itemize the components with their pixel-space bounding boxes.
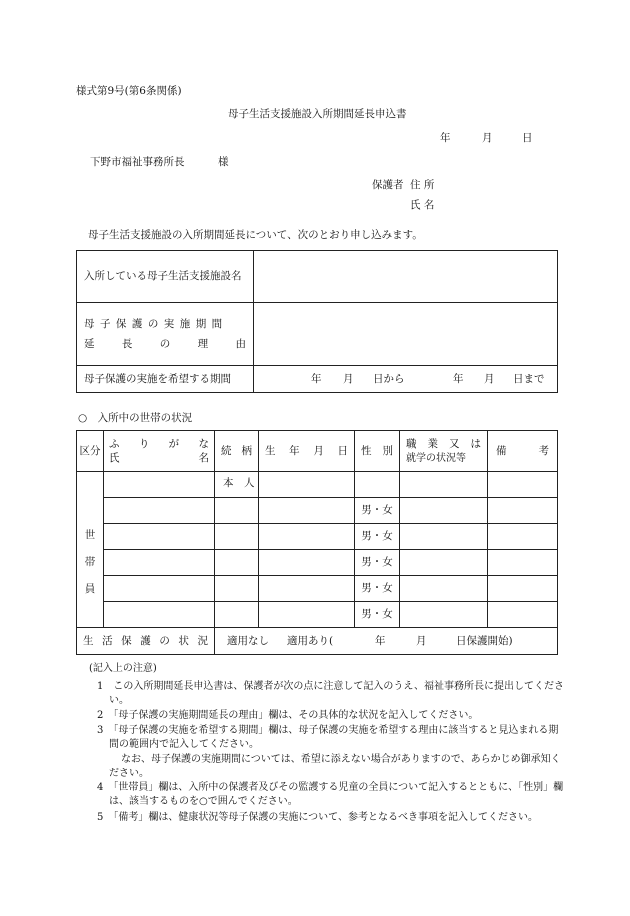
occupation-cell[interactable] <box>400 602 488 628</box>
label-char: 名 <box>198 452 209 464</box>
label-char: 延 <box>84 337 95 350</box>
date-day-label: 日 <box>522 132 533 144</box>
name-label: 氏 名 <box>410 199 435 211</box>
label-char: の <box>159 337 171 350</box>
table-row <box>77 602 558 628</box>
household-section-heading: ○ 入所中の世帯の状況 <box>78 412 193 424</box>
label-char: 業 <box>427 437 438 450</box>
date-year-label: 年 <box>440 132 451 144</box>
occupation-cell[interactable] <box>400 498 488 524</box>
occupation-cell[interactable] <box>400 550 488 576</box>
dob-cell[interactable] <box>259 602 355 628</box>
label-char: 考 <box>538 444 549 457</box>
extension-reason-label <box>77 303 254 366</box>
desired-period-label: 母子保護の実施を希望する期間 <box>77 366 254 393</box>
facility-name-label: 入所している母子生活支援施設名 <box>77 251 254 303</box>
label-char: 生 <box>265 444 276 457</box>
note-item: 4 「世帯員」欄は、入所中の保護者及びその監護する児童の全員について記入するとともに、「性別」欄は、該当するものを○で囲んでください。 <box>97 782 564 807</box>
relation-cell[interactable] <box>215 550 259 576</box>
header-name <box>104 431 215 472</box>
extension-reason-label-a: 母子保護の実施期間 <box>84 318 228 331</box>
label-char: 世 <box>84 528 96 541</box>
intro-text: 母子生活支援施設の入所期間延長について、次のとおり申し込みます。 <box>88 229 423 241</box>
note-item: 3 「母子保護の実施を希望する期間」欄は、母子保護の実施を希望する理由に該当すると見込まれる期間の範囲内で記入してください。 <box>97 725 559 750</box>
remarks-cell[interactable] <box>488 524 558 550</box>
label-char: 由 <box>235 337 246 350</box>
period-to-month: 月 <box>484 373 495 385</box>
household-table <box>76 430 558 655</box>
label-char: 状 <box>178 634 189 647</box>
label-char: 年 <box>289 444 300 457</box>
label-char: ふ <box>109 437 120 450</box>
table-row <box>77 524 558 550</box>
label-char: 性 <box>361 444 372 457</box>
occupation-cell[interactable] <box>400 576 488 602</box>
name-cell[interactable] <box>104 550 215 576</box>
note-item: なお、母子保護の実施期間については、希望に添えない場合がありますので、あらかじめ御承知ください。 <box>109 754 561 779</box>
table-row <box>77 472 558 498</box>
label-char: な <box>198 437 209 450</box>
remarks-cell[interactable] <box>488 550 558 576</box>
period-from-day: 日から <box>373 373 405 385</box>
addressee: 下野市福祉事務所長 <box>90 156 185 168</box>
welfare-status-field[interactable] <box>215 628 558 655</box>
self-relation: 本 人 <box>215 472 259 498</box>
name-cell[interactable] <box>104 498 215 524</box>
period-to-day: 日まで <box>513 373 545 385</box>
header-shimei <box>109 452 209 464</box>
remarks-cell[interactable] <box>488 472 558 498</box>
form-number: 様式第9号(第6条関係) <box>76 85 182 97</box>
occupation-cell[interactable] <box>400 472 488 498</box>
sex-cell[interactable] <box>355 472 400 498</box>
welfare-label <box>77 628 215 655</box>
period-from-year: 年 <box>311 373 322 385</box>
extension-reason-label-b <box>84 338 246 350</box>
relation-cell[interactable] <box>215 498 259 524</box>
label-char: 員 <box>84 583 96 596</box>
label-char: 職 <box>406 437 417 450</box>
header-furigana <box>109 438 209 450</box>
label-char: 生 <box>83 634 94 647</box>
remarks-cell[interactable] <box>488 498 558 524</box>
label-char: 柄 <box>241 444 252 457</box>
label-char: り <box>138 437 150 450</box>
note-item: 2 「母子保護の実施期間延長の理由」欄は、その具体的な状況を記入してください。 <box>97 710 479 721</box>
welfare-applied-option[interactable]: 適用あり( <box>287 635 334 647</box>
label-char: 帯 <box>84 555 96 568</box>
name-cell[interactable] <box>104 524 215 550</box>
date-month-label: 月 <box>482 132 493 144</box>
label-char: が <box>168 437 180 450</box>
dob-cell[interactable] <box>259 498 355 524</box>
address-label: 住 所 <box>410 179 435 191</box>
table-row <box>77 498 558 524</box>
label-char: 理 <box>197 337 209 350</box>
label-char: 長 <box>121 337 133 350</box>
header-kubun: 区分 <box>77 431 104 472</box>
label-char: 況 <box>197 634 208 647</box>
page-title: 母子生活支援施設入所期間延長申込書 <box>228 108 407 120</box>
relation-cell[interactable] <box>215 576 259 602</box>
sex-option[interactable]: 男・女 <box>355 498 400 524</box>
guardian-label: 保護者 <box>372 179 404 191</box>
sex-option[interactable]: 男・女 <box>355 550 400 576</box>
application-table <box>76 250 558 393</box>
name-cell[interactable] <box>104 472 215 498</box>
header-remarks <box>488 431 558 472</box>
dob-cell[interactable] <box>259 576 355 602</box>
welfare-start-label: 日保護開始) <box>456 635 513 647</box>
label-char: は <box>470 437 481 450</box>
honorific: 様 <box>218 156 229 168</box>
remarks-cell[interactable] <box>488 602 558 628</box>
remarks-cell[interactable] <box>488 576 558 602</box>
note-item: 1 この入所期間延長申込書は、保護者が次の点に注意して記入のうえ、福祉事務所長に提出してください。 <box>97 681 564 706</box>
header-occupation-b: 就学の状況等 <box>406 452 466 464</box>
welfare-row <box>77 628 558 655</box>
label-char: の <box>159 634 170 647</box>
name-cell[interactable] <box>104 602 215 628</box>
notes-heading: (記入上の注意) <box>89 663 157 674</box>
header-relation <box>215 431 259 472</box>
dob-cell[interactable] <box>259 550 355 576</box>
label-char: 氏 <box>109 452 120 464</box>
dob-cell[interactable] <box>259 472 355 498</box>
name-cell[interactable] <box>104 576 215 602</box>
extension-reason-field[interactable] <box>254 303 558 366</box>
household-kubun-cell <box>77 472 104 628</box>
occupation-cell[interactable] <box>400 524 488 550</box>
label-char: 護 <box>140 634 151 647</box>
header-dob <box>259 431 355 472</box>
relation-cell[interactable] <box>215 602 259 628</box>
label-char: 又 <box>449 437 460 450</box>
relation-cell[interactable] <box>215 524 259 550</box>
header-occupation <box>400 431 488 472</box>
note-item: 5 「備考」欄は、健康状況等母子保護の実施について、参考となるべき事項を記入してください。 <box>97 812 538 823</box>
welfare-year-label: 年 <box>375 635 386 647</box>
table-row <box>77 550 558 576</box>
sex-option[interactable]: 男・女 <box>355 576 400 602</box>
facility-name-field[interactable] <box>254 251 558 303</box>
welfare-month-label: 月 <box>416 635 427 647</box>
label-char: 月 <box>313 444 324 457</box>
sex-option[interactable]: 男・女 <box>355 602 400 628</box>
dob-cell[interactable] <box>259 524 355 550</box>
table-row <box>77 576 558 602</box>
header-occupation-a <box>406 438 481 450</box>
label-char: 活 <box>102 634 113 647</box>
label-char: 日 <box>337 444 348 457</box>
period-to-year: 年 <box>453 373 464 385</box>
label-char: 続 <box>221 444 232 457</box>
desired-period-field[interactable] <box>254 366 558 393</box>
header-sex <box>355 431 400 472</box>
welfare-none-option[interactable]: 適用なし <box>227 635 269 647</box>
period-from-month: 月 <box>343 373 354 385</box>
sex-option[interactable]: 男・女 <box>355 524 400 550</box>
label-char: 備 <box>496 444 507 457</box>
label-char: 保 <box>121 634 132 647</box>
household-header-row <box>77 431 558 472</box>
label-char: 別 <box>382 444 393 457</box>
